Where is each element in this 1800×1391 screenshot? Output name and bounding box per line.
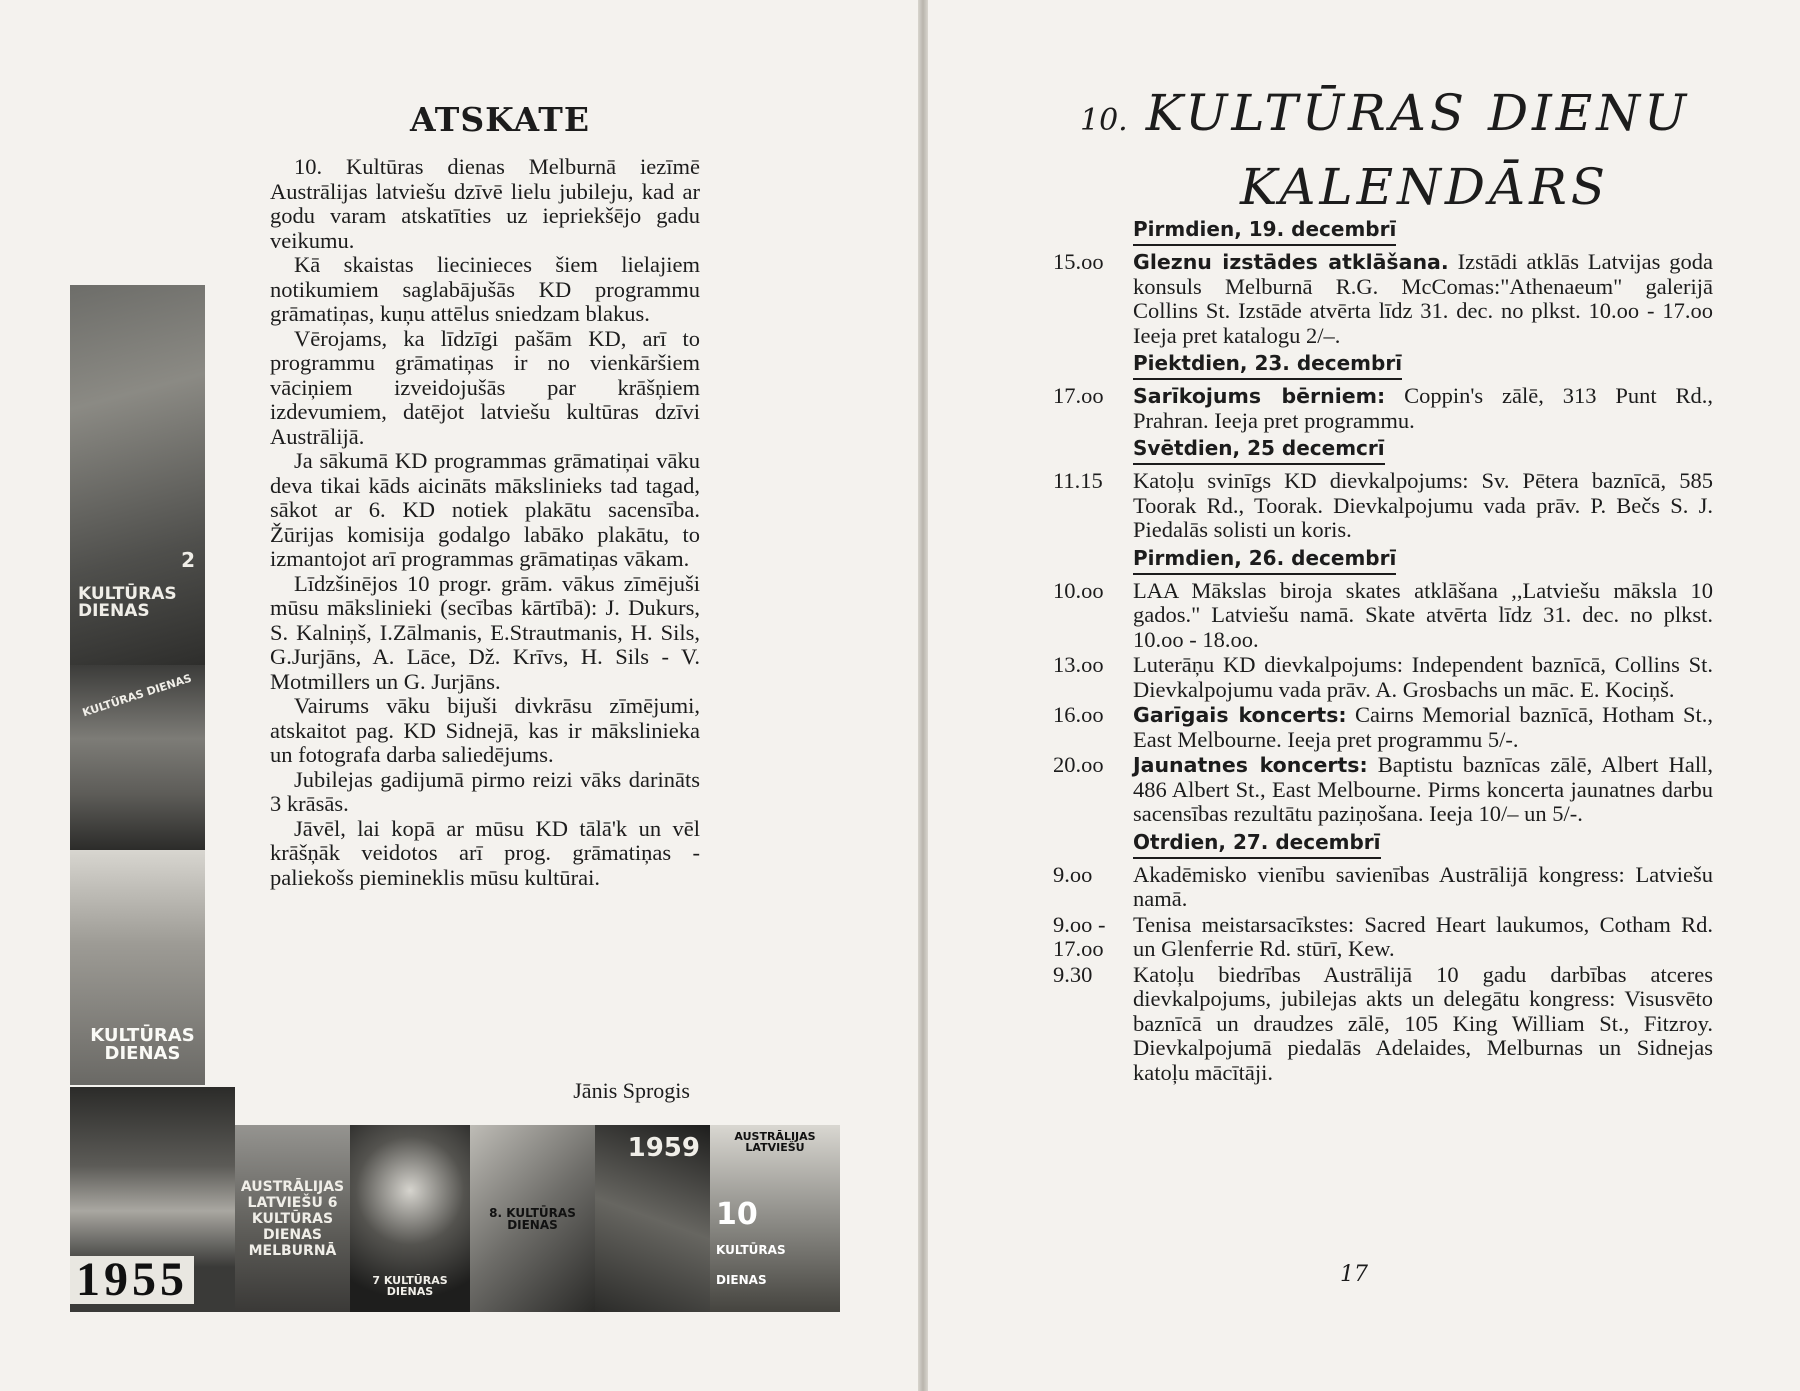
event-details: Cairns Memorial baznīcā, Hotham St., East Melbourne. Ieeja pret programmu 5/-. [1133,702,1713,752]
cover-sublabel: KULTŪRAS DIENAS [716,1243,786,1287]
event-details: Katoļu biedrības Austrālijā 10 gadu darbības atceres dievkalpojums, jubilejas akts un delegātu kongress: Visusvēto baznīcā un draudzes zālē, 105 King William St., Fitzroy. Dievkalpojumā piedalās Adelaides, Melburnas un Sidnejas katoļu mācītāji. [1133,961,1713,1085]
article-body [270,155,700,890]
event-time: 16.oo [1053,702,1104,727]
paragraph: Vairums vāku bijuši divkrāsu zīmējumi, atskaitot pag. KD Sidnejā, kas ir mākslinieka un fotografa darba saliedējums. [270,693,700,767]
calendar-day [1053,350,1713,433]
calendar-day [1053,829,1713,1086]
calendar-title-line2: KALENDĀRS [1240,158,1609,216]
event-time: 11.15 [1053,468,1103,493]
event-description [1133,579,1713,653]
program-cover-image [70,850,205,1085]
calendar-event [1053,469,1713,543]
cover-year: 1955 [70,1256,194,1304]
event-details: LAA Mākslas biroja skates atklāšana ,,Latviešu māksla 10 gados." Latviešu namā. Skate atvērta līdz 31. dec. no plkst. 10.oo - 18.oo. [1133,577,1713,652]
calendar-event [1053,963,1713,1086]
program-cover-image [70,285,205,665]
event-time: 9.oo [1053,861,1093,887]
paragraph: Līdzšinējos 10 progr. grām. vākus zīmējuši mūsu mākslinieki (secības kārtībā): J. Dukurs, S. Kalniņš, I.Zālmanis, E.Strautmanis, H. Sils, G.Jurjāns, A. Lāce, Dž. Krīvs, H. Sils - V. Motmillers un G. Jurjāns. [270,570,700,694]
event-time: 17.oo [1053,383,1104,408]
calendar-title-line1 [1080,80,1720,154]
event-details: Izstādi atklās Latvijas goda konsuls Melburnā R.G. McComas:"Athenaeum" galerijā Collins St. Izstāde atvērta līdz 31. dec. no plkst. 10.oo - 17.oo Ieeja pret katalogu 2/–. [1133,249,1714,348]
event-details: Luterāņu KD dievkalpojums: Independent baznīcā, Collins St. Dievkalpojumu vada prāv. A. Grosbachs un māc. E. Kociņš. [1133,652,1713,702]
program-cover-image [350,1125,470,1312]
event-time: 9.oo - 17.oo [1053,911,1106,961]
cover-label: 8. KULTŪRAS DIENAS [489,1205,576,1232]
event-title: Garīgais koncerts: [1133,703,1347,727]
day-heading: Pirmdien, 19. decembrī [1133,216,1396,246]
calendar-day [1053,216,1713,348]
calendar-event [1053,753,1713,827]
event-details: Coppin's zālē, 313 Punt Rd., Prahran. Ieeja pret programmu. [1133,383,1713,433]
program-cover-image [710,1125,840,1312]
cover-label: AUSTRĀLIJAS LATVIEŠU 6 KULTŪRAS DIENAS MELBURNĀ [240,1178,345,1259]
program-cover-image [70,665,205,850]
program-cover-image [235,1125,350,1312]
cover-label: KULTŪRAS DIENAS [78,584,177,621]
day-heading: Piektdien, 23. decembrī [1133,350,1402,380]
event-description [1133,753,1713,827]
paragraph: Ja sākumā KD programmas grāmatiņai vāku deva tikai kāds aicināts mākslinieks tad tagad, sākot ar 6. KD notiek plakātu sacensība. Žūrijas komisija godalgo labāko plakātu, to izmantojot arī programmas grāmatiņas vākam. [270,448,700,571]
event-title: Sarīkojums bērniem: [1133,384,1386,408]
event-description [1133,913,1713,962]
event-description [1133,384,1713,433]
event-time: 13.oo [1053,652,1104,677]
event-details: Akadēmisko vienību savienības Austrālijā kongress: Latviešu namā. [1133,861,1713,911]
program-cover-image [470,1125,595,1312]
calendar-event [1053,250,1713,348]
event-title: Gleznu izstādes atklāšana. [1133,250,1449,274]
event-time: 9.30 [1053,961,1093,987]
paragraph: Kā skaistas liecinieces šiem lielajiem notikumiem saglabājušās KD programmu grāmatiņas, kuņu attēlus sniedzam blakus. [270,252,700,326]
calendar-event [1053,703,1713,752]
event-description [1133,963,1713,1086]
event-description [1133,250,1713,348]
paragraph: Vērojams, ka līdzīgi pašām KD, arī to programmu grāmatiņas ir no vienkāršiem vāciņiem izveidojušās par krāšņiem izdevumiem, datējot latviešu kultūras dzīvi Austrālijā. [270,325,700,449]
cover-label: 7 KULTŪRAS DIENAS [372,1274,448,1298]
event-calendar [1053,216,1713,1087]
event-time: 10.oo [1053,577,1104,603]
page-number: 17 [1340,1262,1368,1287]
event-description [1133,653,1713,702]
calendar-event [1053,384,1713,433]
cover-label [716,1197,840,1290]
day-heading: Pirmdien, 26. decembrī [1133,545,1396,575]
event-title: Jaunatnes koncerts: [1133,753,1368,777]
calendar-event [1053,579,1713,653]
paragraph: 10. Kultūras dienas Melburnā iezīmē Austrālijas latviešu dzīvē lielu jubileju, kad ar godu varam atskatīties uz iepriekšējo gadu veikumu. [270,154,700,253]
event-description [1133,703,1713,752]
event-time: 20.oo [1053,752,1104,777]
event-description [1133,863,1713,912]
event-time: 15.oo [1053,249,1104,274]
paragraph: Jāvēl, lai kopā ar mūsu KD tālā'k un vēl krāšņāk veidotos arī prog. grāmatiņas - paliekošs piemineklis mūsu kultūrai. [270,815,700,890]
day-heading: Svētdien, 25 decemcrī [1133,435,1385,465]
title-text: KULTŪRAS DIENU [1145,84,1691,142]
day-heading: Otrdien, 27. decembrī [1133,829,1381,859]
calendar-event [1053,653,1713,702]
title-number: 10. [1080,103,1128,138]
calendar-event [1053,913,1713,962]
event-description [1133,469,1713,543]
event-details: Baptistu baznīcas zālē, Albert Hall, 486 Albert St., East Melbourne. Pirms koncerta jaunatnes darbu sacensības rezultātu paziņošana. Ieeja 10/– un 5/-. [1133,752,1713,826]
paragraph: Jubilejas gadijumā pirmo reizi vāks darināts 3 krāsās. [270,766,700,816]
page-title: ATSKATE [409,100,591,139]
cover-top-label: AUSTRĀLIJAS LATVIEŠU [734,1130,816,1154]
program-cover-image [595,1125,710,1312]
calendar-day [1053,545,1713,827]
event-details: Tenisa meistarsacīkstes: Sacred Heart laukumos, Cotham Rd. un Glenferrie Rd. stūrī, Kew. [1133,911,1713,961]
calendar-event [1053,863,1713,912]
cover-label: KULTŪRAS DIENAS [80,671,194,720]
cover-number: 2 [181,548,195,572]
cover-label: KULTŪRAS DIENAS [90,1025,195,1064]
author-signature: Jānis Sprogis [573,1078,690,1103]
calendar-day [1053,435,1713,543]
cover-number: 10 [716,1197,758,1232]
event-details: Katoļu svinīgs KD dievkalpojums: Sv. Pētera baznīcā, 585 Toorak Rd., Toorak. Dievkalpojumu vada prāv. P. Bečs S. J. Piedalās solisti un koris. [1133,468,1713,542]
calendar-title [1080,80,1720,220]
book-gutter [918,0,928,1391]
program-cover-image [70,1087,235,1312]
cover-year: 1959 [627,1133,700,1163]
